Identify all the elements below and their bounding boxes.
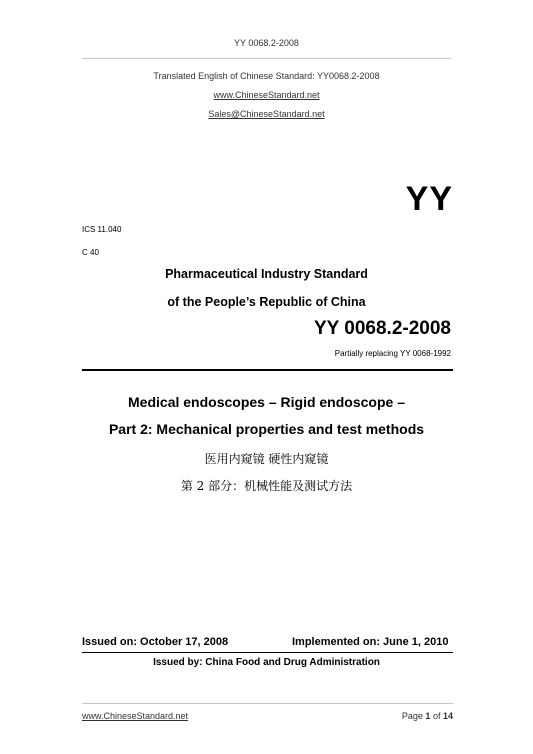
page-total: 14 — [442, 711, 453, 721]
issued-date: Issued on: October 17, 2008 — [82, 636, 229, 648]
header-divider — [82, 58, 451, 59]
email-link[interactable]: Sales@ChineseStandard.net — [208, 109, 325, 119]
bottom-rule — [82, 652, 453, 653]
ccs-code: C 40 — [82, 248, 99, 257]
page-label: Page — [401, 711, 423, 721]
translation-note: Translated English of Chinese Standard: YY0068.2-2008 — [153, 71, 380, 81]
replacing-note: Partially replacing YY 0068-1992 — [334, 349, 451, 358]
document-title-line2: Part 2: Mechanical properties and test methods — [108, 421, 425, 437]
website-link[interactable]: www.ChineseStandard.net — [213, 90, 320, 100]
footer-website-link[interactable]: www.ChineseStandard.net — [82, 711, 189, 721]
document-title-line1: Medical endoscopes – Rigid endoscope – — [128, 394, 405, 410]
yy-logo: YY — [405, 180, 453, 218]
issued-by: Issued by: China Food and Drug Administration — [153, 657, 380, 668]
page-number — [402, 711, 453, 721]
running-header: YY 0068.2-2008 — [234, 38, 299, 48]
standard-title-line1: Pharmaceutical Industry Standard — [165, 267, 368, 281]
implemented-date: Implemented on: June 1, 2010 — [292, 636, 449, 648]
ics-code: ICS 11.040 — [82, 225, 122, 234]
standard-number: YY 0068.2-2008 — [314, 318, 451, 339]
chinese-title-line1: 医用内窥镜 硬性内窥镜 — [204, 452, 329, 466]
page-current: 1 — [425, 711, 431, 721]
page-of: of — [432, 711, 441, 721]
standard-title-line2: of the People’s Republic of China — [167, 295, 366, 309]
footer-divider — [82, 703, 453, 704]
chinese-title-line2: 第 2 部分：机械性能及测试方法 — [180, 479, 353, 493]
top-rule — [82, 369, 453, 371]
